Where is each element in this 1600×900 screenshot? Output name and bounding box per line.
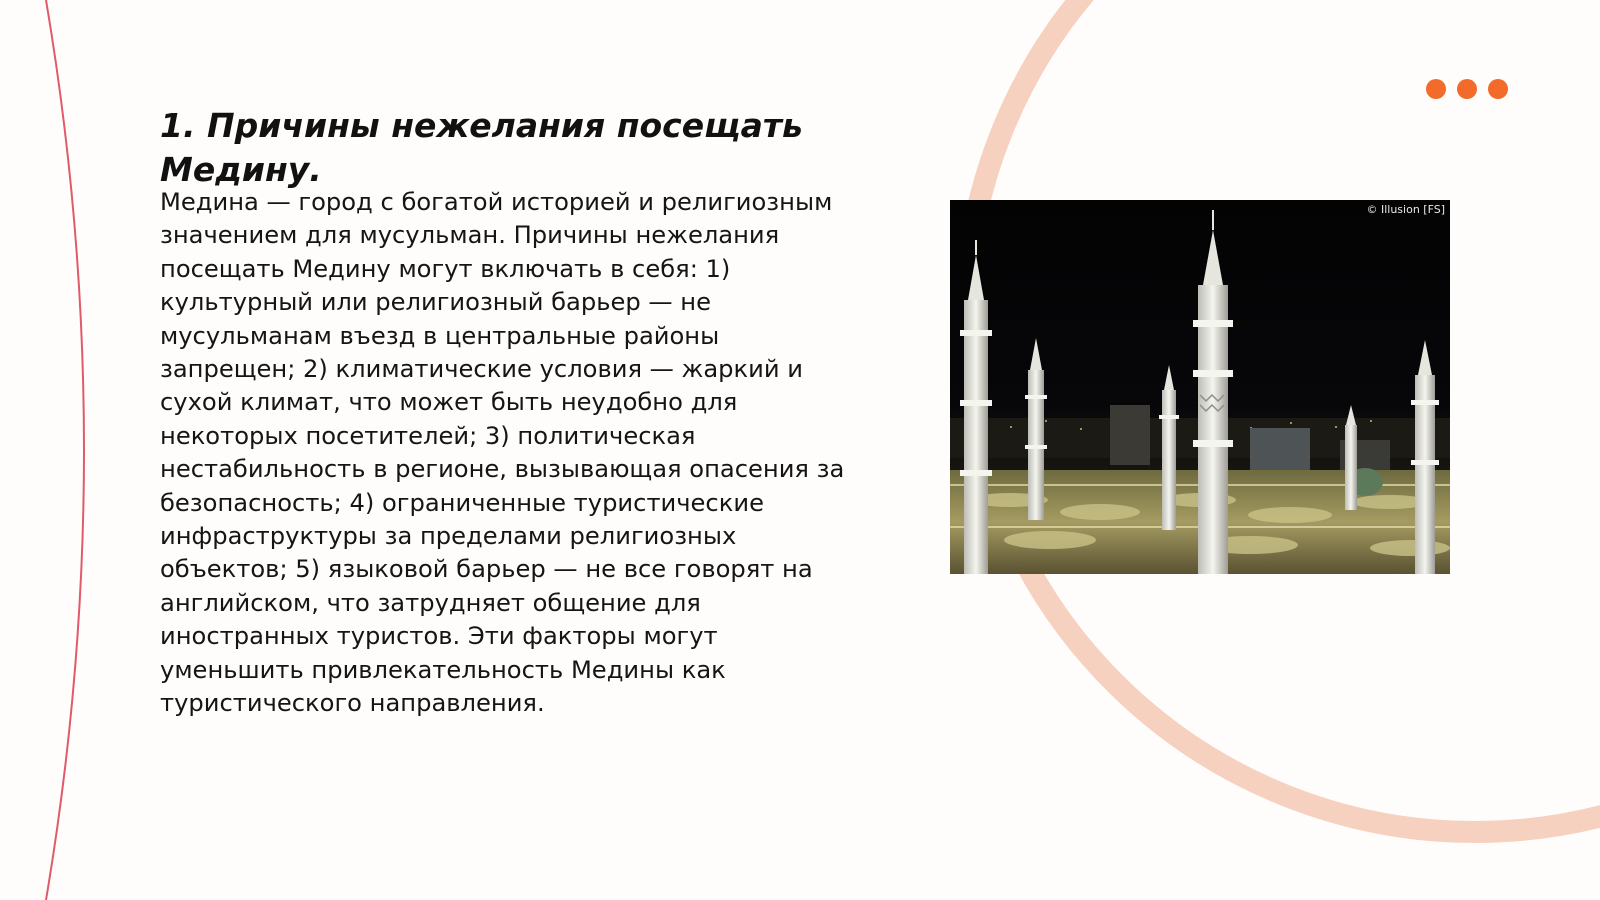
- slide-body-text: Медина — город с богатой историей и религиозным значением для мусульман. Причины нежелания посещать Медину могут включать в себя: 1) культурный или религиозный барьер — не мусульманам въезд в центральные районы запрещен; 2) климатические условия — жаркий и сухой климат, что может быть неудобно для некоторых посетителей; 3) политическая нестабильность в регионе, вызывающая опасения за безопасность; 4) ограниченные туристические инфраструктуры за пределами религиозных объектов; 5) языковой барьер — не все говорят на английском, что затрудняет общение для иностранных туристов. Эти факторы могут уменьшить привлекательность Медины как туристического направления.: [160, 188, 845, 718]
- slide-title: 1. Причины нежелания посещать Медину.: [160, 106, 803, 189]
- dot: [1488, 79, 1508, 99]
- dot: [1426, 79, 1446, 99]
- decorative-left-curve: [46, 0, 84, 900]
- menu-dots-icon: [1426, 79, 1508, 99]
- minaret: [1411, 340, 1439, 574]
- dot: [1457, 79, 1477, 99]
- medina-mosque-photo: [950, 200, 1450, 574]
- photo-credit: © Illusion [FS]: [1366, 203, 1445, 216]
- mosque-illustration: [950, 200, 1450, 574]
